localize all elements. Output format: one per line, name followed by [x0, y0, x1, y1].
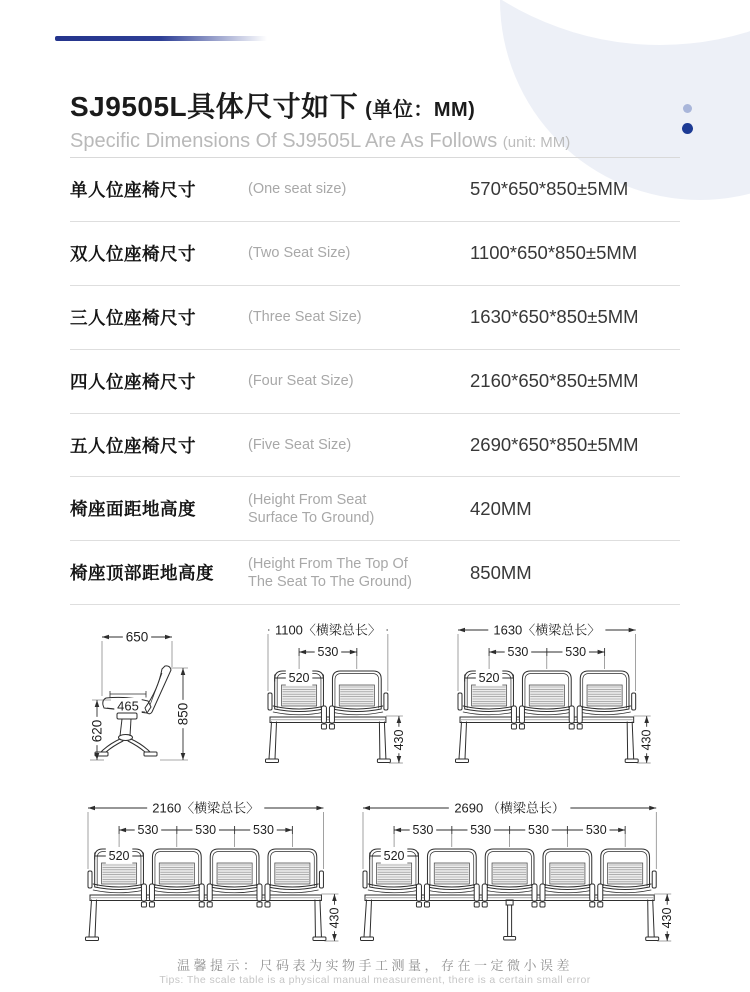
spec-row: [70, 286, 680, 350]
page-subtitle-text: Specific Dimensions Of SJ9505L Are As Follows: [70, 130, 498, 152]
spec-value: 2690*650*850±5MM: [470, 434, 639, 455]
spec-value: 570*650*850±5MM: [470, 178, 629, 200]
spec-label-en: (Height From Seat Surface To Ground): [248, 491, 375, 526]
decor-dot-light: [683, 104, 692, 113]
spec-table: [70, 157, 680, 605]
spec-row: [70, 477, 680, 541]
dim-label: 430: [660, 907, 675, 929]
dim-label: 430: [391, 729, 406, 751]
dim-label: 620: [89, 719, 105, 743]
spec-row: [70, 222, 680, 286]
side-view-diagram: [89, 629, 192, 760]
page-subtitle: [70, 130, 570, 153]
spec-label-cn: 椅座顶部距地高度: [70, 563, 214, 584]
spec-label-en: (One seat size): [248, 181, 347, 198]
dim-label: 520: [288, 671, 310, 685]
spec-label-en: (Five Seat Size): [248, 436, 352, 453]
dim-label: 1630〈横梁总长〉: [493, 622, 601, 638]
dim-label: 530: [195, 823, 217, 837]
spec-label-en: (Height From The Top Of The Seat To The Ground): [248, 555, 412, 590]
decor-dot-dark: [682, 123, 693, 134]
spec-value: 1100*650*850±5MM: [470, 242, 638, 264]
page-title-text: SJ9505L具体尺寸如下: [70, 91, 359, 122]
spec-row: [70, 541, 680, 605]
spec-value: 850MM: [470, 561, 532, 583]
front-view-4-seats: [86, 800, 343, 941]
dim-label: 530: [565, 645, 587, 659]
dim-label: 2690 （横梁总长）: [454, 800, 565, 816]
dim-label: 1100〈横梁总长〉: [274, 622, 381, 638]
spec-label-cn: 五人位座椅尺寸: [70, 435, 196, 456]
dim-label: 850: [175, 702, 191, 726]
spec-row: [70, 350, 680, 414]
dim-label: 530: [528, 823, 549, 837]
dim-label: 465: [117, 698, 139, 714]
dim-label: 520: [108, 849, 130, 863]
spec-label-cn: 三人位座椅尺寸: [70, 307, 196, 328]
spec-label-cn: 单人位座椅尺寸: [70, 179, 196, 200]
footer-tip-en: Tips: The scale table is a physical manual measurement, there is a certain small error: [159, 974, 591, 986]
dim-label: 650: [125, 629, 149, 645]
spec-row: [70, 414, 680, 478]
dim-label: 530: [507, 645, 529, 659]
page-title: [70, 85, 475, 125]
front-view-3-seats: [456, 622, 655, 763]
spec-label-en: (Two Seat Size): [248, 245, 351, 262]
spec-label-cn: 双人位座椅尺寸: [70, 243, 196, 264]
dim-label: 430: [327, 907, 342, 929]
footer-tip-cn: 温馨提示：尺码表为实物手工测量，存在一定微小误差: [176, 958, 573, 973]
spec-label-cn: 四人位座椅尺寸: [70, 371, 196, 392]
front-view-5-seats: [361, 800, 675, 941]
subtitle-unit: (unit: MM): [502, 134, 571, 151]
spec-row: [70, 158, 680, 222]
spec-value: 1630*650*850±5MM: [470, 306, 639, 328]
spec-label-en: (Four Seat Size): [248, 373, 354, 390]
dim-label: 530: [317, 645, 339, 659]
spec-value: 2160*650*850±5MM: [470, 370, 639, 392]
spec-label-cn: 椅座面距地高度: [70, 499, 196, 520]
dim-label: 430: [639, 729, 654, 751]
dim-label: 530: [412, 823, 434, 837]
spec-value: 420MM: [470, 497, 532, 519]
accent-bar: [55, 36, 267, 41]
dim-label: 520: [478, 671, 500, 685]
dim-label: 530: [585, 823, 607, 837]
dim-label: 2160〈横梁总长〉: [152, 800, 260, 816]
dim-label: 520: [383, 849, 405, 863]
dimension-diagrams: [0, 600, 750, 955]
dim-label: 530: [470, 823, 492, 837]
title-unit: (单位：MM): [365, 99, 476, 121]
spec-label-en: (Three Seat Size): [248, 309, 362, 326]
front-view-2-seats: [266, 622, 407, 763]
dim-label: 530: [253, 823, 274, 837]
dim-label: 530: [137, 823, 159, 837]
